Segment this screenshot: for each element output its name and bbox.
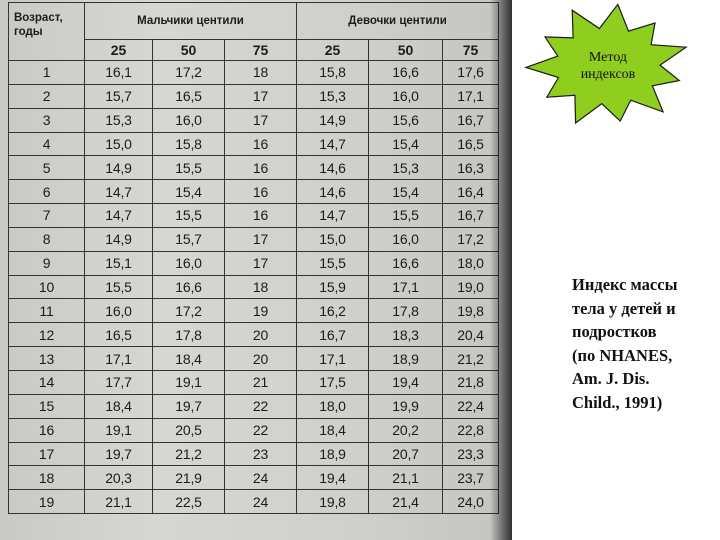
percentile-header-cell: 25 (85, 40, 153, 61)
value-cell: 16 (225, 204, 297, 228)
age-cell: 11 (9, 299, 85, 323)
table-row (9, 394, 499, 418)
value-cell: 22,8 (443, 418, 499, 442)
value-cell: 16,0 (153, 108, 225, 132)
value-cell: 15,8 (153, 132, 225, 156)
value-cell: 23 (225, 442, 297, 466)
girls-group-header: Девочки центили (297, 3, 499, 40)
table-row (9, 84, 499, 108)
value-cell: 16,7 (443, 108, 499, 132)
table-row (9, 132, 499, 156)
value-cell: 15,0 (297, 227, 369, 251)
method-badge-label (524, 2, 692, 130)
value-cell: 22,5 (153, 490, 225, 514)
value-cell: 18,4 (153, 347, 225, 371)
value-cell: 15,6 (369, 108, 443, 132)
age-cell: 1 (9, 61, 85, 85)
value-cell: 14,9 (85, 227, 153, 251)
age-cell: 7 (9, 204, 85, 228)
age-cell: 2 (9, 84, 85, 108)
age-cell: 14 (9, 370, 85, 394)
table-row (9, 442, 499, 466)
value-cell: 20,7 (369, 442, 443, 466)
value-cell: 18,4 (85, 394, 153, 418)
table-row (9, 156, 499, 180)
bmi-percentile-table (8, 2, 499, 514)
value-cell: 16 (225, 180, 297, 204)
percentile-header-cell: 25 (297, 40, 369, 61)
method-badge (524, 2, 692, 130)
value-cell: 19,7 (153, 394, 225, 418)
method-badge-line1: Метод (588, 50, 628, 65)
value-cell: 16,3 (443, 156, 499, 180)
value-cell: 18,9 (369, 347, 443, 371)
value-cell: 17,1 (369, 275, 443, 299)
age-cell: 5 (9, 156, 85, 180)
value-cell: 15,5 (85, 275, 153, 299)
value-cell: 16,7 (297, 323, 369, 347)
value-cell: 19,8 (297, 490, 369, 514)
value-cell: 16,4 (443, 180, 499, 204)
value-cell: 14,7 (297, 204, 369, 228)
value-cell: 22,4 (443, 394, 499, 418)
percentile-header-cell: 50 (369, 40, 443, 61)
age-cell: 18 (9, 466, 85, 490)
value-cell: 21,2 (443, 347, 499, 371)
table-row (9, 370, 499, 394)
age-cell: 16 (9, 418, 85, 442)
value-cell: 18,0 (443, 251, 499, 275)
value-cell: 14,9 (297, 108, 369, 132)
value-cell: 15,5 (297, 251, 369, 275)
caption-line: (по NHANES, (572, 345, 673, 365)
value-cell: 17,8 (369, 299, 443, 323)
value-cell: 16,0 (153, 251, 225, 275)
table-row (9, 418, 499, 442)
value-cell: 21,4 (369, 490, 443, 514)
value-cell: 17 (225, 227, 297, 251)
age-cell: 13 (9, 347, 85, 371)
value-cell: 17,5 (297, 370, 369, 394)
table-body (9, 61, 499, 514)
age-cell: 8 (9, 227, 85, 251)
value-cell: 16,0 (369, 84, 443, 108)
value-cell: 16,6 (153, 275, 225, 299)
value-cell: 15,7 (153, 227, 225, 251)
value-cell: 21,8 (443, 370, 499, 394)
table-row (9, 108, 499, 132)
table-row (9, 204, 499, 228)
value-cell: 18 (225, 275, 297, 299)
age-cell: 10 (9, 275, 85, 299)
value-cell: 16,6 (369, 251, 443, 275)
value-cell: 17 (225, 108, 297, 132)
caption-line: Am. J. Dis. (572, 369, 650, 388)
value-cell: 14,7 (85, 180, 153, 204)
age-cell: 9 (9, 251, 85, 275)
age-cell: 15 (9, 394, 85, 418)
age-cell: 4 (9, 132, 85, 156)
slide-caption (572, 273, 717, 414)
table-row (9, 61, 499, 85)
value-cell: 19,1 (153, 370, 225, 394)
table-row (9, 227, 499, 251)
value-cell: 14,7 (297, 132, 369, 156)
percentile-header-cell: 50 (153, 40, 225, 61)
age-cell: 3 (9, 108, 85, 132)
value-cell: 22 (225, 418, 297, 442)
value-cell: 16,5 (85, 323, 153, 347)
value-cell: 16,2 (297, 299, 369, 323)
value-cell: 19,1 (85, 418, 153, 442)
value-cell: 15,9 (297, 275, 369, 299)
value-cell: 23,7 (443, 466, 499, 490)
value-cell: 24 (225, 490, 297, 514)
value-cell: 18,9 (297, 442, 369, 466)
table-row (9, 323, 499, 347)
table-row (9, 299, 499, 323)
value-cell: 19,8 (443, 299, 499, 323)
value-cell: 15,3 (85, 108, 153, 132)
value-cell: 17,2 (153, 61, 225, 85)
value-cell: 14,6 (297, 156, 369, 180)
value-cell: 18,4 (297, 418, 369, 442)
value-cell: 14,9 (85, 156, 153, 180)
method-badge-line2: индексов (580, 67, 636, 82)
value-cell: 15,3 (369, 156, 443, 180)
value-cell: 19,7 (85, 442, 153, 466)
table-row (9, 347, 499, 371)
boys-group-header: Мальчики центили (85, 3, 297, 40)
value-cell: 15,0 (85, 132, 153, 156)
value-cell: 17,8 (153, 323, 225, 347)
age-cell: 19 (9, 490, 85, 514)
percentile-header-cell: 75 (225, 40, 297, 61)
value-cell: 16,7 (443, 204, 499, 228)
value-cell: 17,2 (443, 227, 499, 251)
value-cell: 16 (225, 156, 297, 180)
table-row (9, 490, 499, 514)
value-cell: 16,1 (85, 61, 153, 85)
value-cell: 16,5 (153, 84, 225, 108)
value-cell: 22 (225, 394, 297, 418)
value-cell: 19 (225, 299, 297, 323)
value-cell: 21,1 (369, 466, 443, 490)
table-row (9, 180, 499, 204)
table-header-row (9, 3, 499, 40)
value-cell: 14,7 (85, 204, 153, 228)
value-cell: 20,5 (153, 418, 225, 442)
value-cell: 20 (225, 323, 297, 347)
value-cell: 20,2 (369, 418, 443, 442)
age-cell: 6 (9, 180, 85, 204)
value-cell: 16,6 (369, 61, 443, 85)
value-cell: 15,4 (369, 132, 443, 156)
value-cell: 15,5 (369, 204, 443, 228)
caption-line: Индекс массы (572, 275, 678, 294)
value-cell: 19,0 (443, 275, 499, 299)
value-cell: 17,2 (153, 299, 225, 323)
value-cell: 17,1 (443, 84, 499, 108)
value-cell: 15,5 (153, 204, 225, 228)
caption-line: тела у детей и (572, 298, 676, 318)
table-row (9, 466, 499, 490)
value-cell: 20,3 (85, 466, 153, 490)
value-cell: 15,5 (153, 156, 225, 180)
caption-line: подростков (572, 322, 657, 341)
age-cell: 12 (9, 323, 85, 347)
value-cell: 17,1 (85, 347, 153, 371)
table-row (9, 251, 499, 275)
value-cell: 18,0 (297, 394, 369, 418)
value-cell: 18,3 (369, 323, 443, 347)
value-cell: 15,7 (85, 84, 153, 108)
value-cell: 19,4 (297, 466, 369, 490)
value-cell: 20,4 (443, 323, 499, 347)
value-cell: 16,0 (85, 299, 153, 323)
age-column-header: Возраст, годы (9, 3, 85, 61)
value-cell: 16,5 (443, 132, 499, 156)
value-cell: 20 (225, 347, 297, 371)
value-cell: 21,9 (153, 466, 225, 490)
value-cell: 16,0 (369, 227, 443, 251)
value-cell: 19,9 (369, 394, 443, 418)
value-cell: 15,4 (153, 180, 225, 204)
value-cell: 15,3 (297, 84, 369, 108)
value-cell: 21,1 (85, 490, 153, 514)
value-cell: 17,6 (443, 61, 499, 85)
value-cell: 24 (225, 466, 297, 490)
value-cell: 18 (225, 61, 297, 85)
value-cell: 17,7 (85, 370, 153, 394)
caption-line: Child., 1991) (572, 392, 663, 412)
value-cell: 19,4 (369, 370, 443, 394)
value-cell: 17,1 (297, 347, 369, 371)
age-cell: 17 (9, 442, 85, 466)
value-cell: 15,1 (85, 251, 153, 275)
value-cell: 21 (225, 370, 297, 394)
value-cell: 17 (225, 84, 297, 108)
value-cell: 24,0 (443, 490, 499, 514)
percentile-header-cell: 75 (443, 40, 499, 61)
value-cell: 17 (225, 251, 297, 275)
value-cell: 16 (225, 132, 297, 156)
value-cell: 15,8 (297, 61, 369, 85)
value-cell: 15,4 (369, 180, 443, 204)
value-cell: 14,6 (297, 180, 369, 204)
table-row (9, 275, 499, 299)
value-cell: 23,3 (443, 442, 499, 466)
value-cell: 21,2 (153, 442, 225, 466)
